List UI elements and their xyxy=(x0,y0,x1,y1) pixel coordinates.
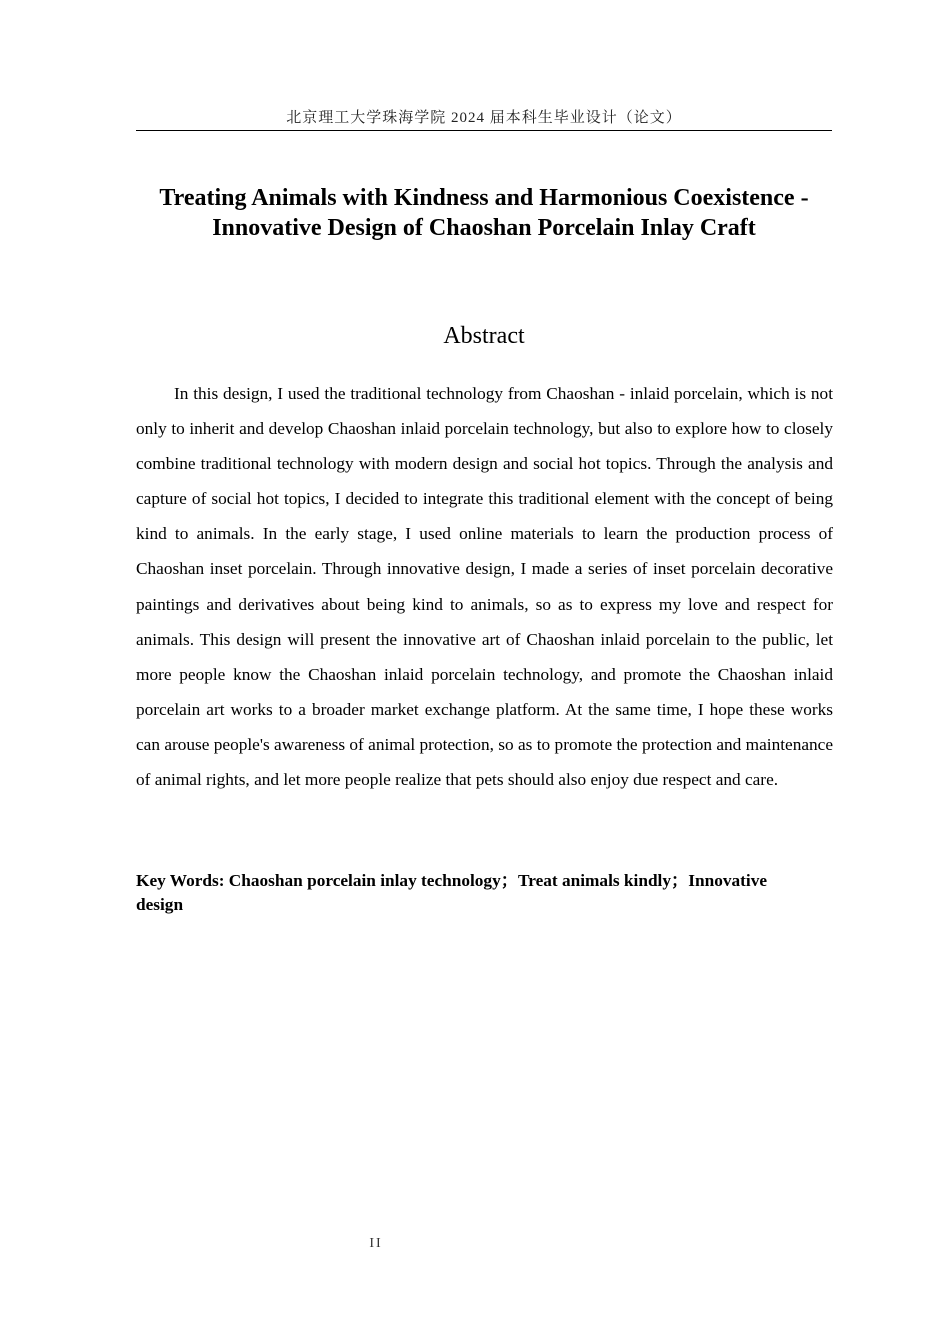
header-rule xyxy=(136,130,832,131)
keywords: Key Words: Chaoshan porcelain inlay technology；Treat animals kindly；Innovative design xyxy=(136,871,768,914)
abstract-paragraph: In this design, I used the traditional technology from Chaoshan - inlaid porcelain, which is not only to inherit and develop Chaoshan inlaid porcelain technology, but also to explore how to closely combine traditional technology with modern design and social hot topics. Through the analysis and capture of social hot topics, I decided to integrate this traditional element with the concept of being kind to animals. In the early stage, I used online materials to learn the production process of Chaoshan inset porcelain. Through innovative design, I made a series of inset porcelain decorative paintings and derivatives about being kind to animals, so as to express my love and respect for animals. This design will present the innovative art of Chaoshan inlaid porcelain to the public, let more people know the Chaoshan inlaid porcelain technology, and promote the Chaoshan inlaid porcelain art works to a broader market exchange platform. At the same time, I hope these works can arouse people's awareness of animal protection, so as to promote the protection and maintenance of animal rights, and let more people realize that pets should also enjoy due respect and care. xyxy=(136,384,833,790)
page-number: II xyxy=(369,1236,383,1251)
abstract-heading: Abstract xyxy=(443,323,525,349)
running-header: 北京理工大学珠海学院 2024 届本科生毕业设计（论文） xyxy=(286,110,682,126)
thesis-title-line-1: Treating Animals with Kindness and Harmonious Coexistence - xyxy=(159,185,809,211)
thesis-title xyxy=(136,183,832,243)
thesis-title-line-2: Innovative Design of Chaoshan Porcelain Inlay Craft xyxy=(212,215,756,241)
